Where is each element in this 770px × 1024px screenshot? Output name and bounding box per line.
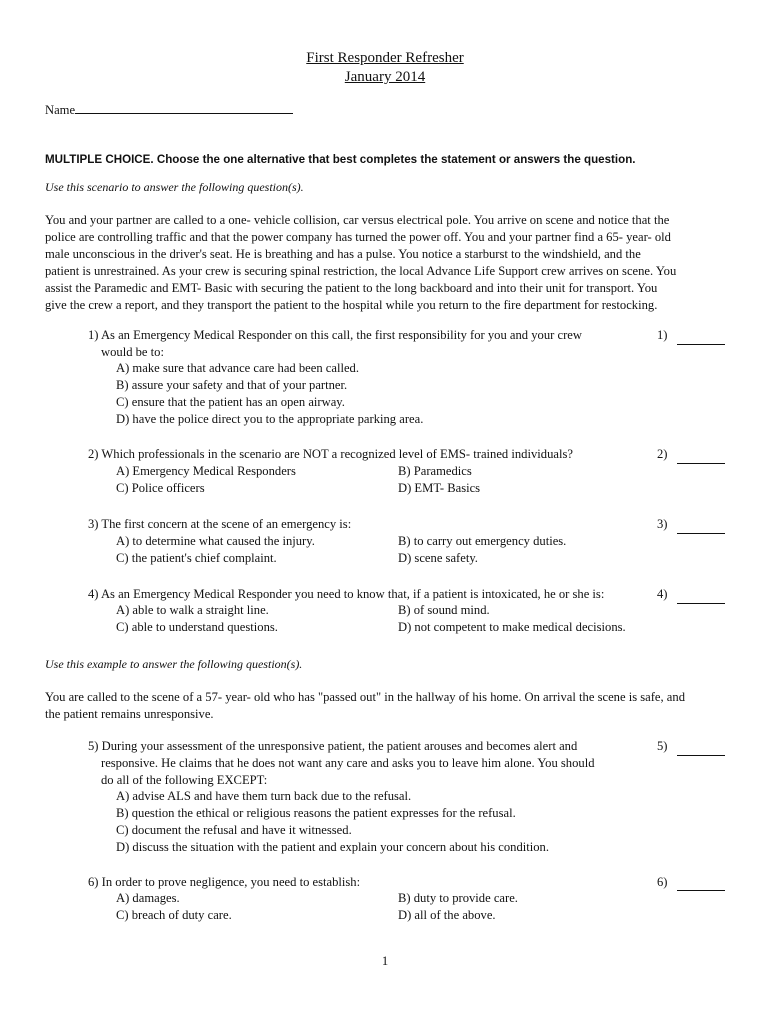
question-4-number: 4) bbox=[657, 587, 668, 601]
option-c: C) ensure that the patient has an open airway. bbox=[116, 395, 345, 409]
scenario-line: You and your partner are called to a one- vehicle collision, car versus electrical pole. You arrive on scene and notice that the bbox=[45, 213, 670, 227]
directions bbox=[45, 151, 636, 168]
scenario-line: You are called to the scene of a 57- year- old who has "passed out" in the hallway of his home. On arrival the scene is safe, and bbox=[45, 690, 685, 704]
option-c: C) breach of duty care. bbox=[116, 908, 232, 922]
option-c: C) the patient's chief complaint. bbox=[116, 551, 277, 565]
question-6-answer-blank[interactable] bbox=[677, 889, 725, 891]
scenario-line: the patient remains unresponsive. bbox=[45, 707, 214, 721]
option-d: D) scene safety. bbox=[398, 551, 478, 565]
option-b: B) to carry out emergency duties. bbox=[398, 534, 567, 548]
question-3-answer-blank[interactable] bbox=[677, 532, 725, 534]
question-4-answer-blank[interactable] bbox=[677, 602, 725, 604]
question-5-stem: 5) During your assessment of the unresponsive patient, the patient arouses and becomes alert and responsive. He claims that he does not want any care and asks you to leave him alone. You should do all of the following EXCEPT: bbox=[88, 739, 595, 787]
question-2-stem: 2) Which professionals in the scenario are NOT a recognized level of EMS- trained individuals? bbox=[88, 447, 573, 461]
option-d: D) not competent to make medical decisions. bbox=[398, 620, 626, 634]
question-6-stem: 6) In order to prove negligence, you need to establish: bbox=[88, 875, 361, 889]
question-1-number: 1) bbox=[657, 328, 668, 342]
option-b: B) of sound mind. bbox=[398, 603, 490, 617]
scenario-intro: Use this scenario to answer the following question(s). bbox=[45, 180, 304, 194]
option-a: A) advise ALS and have them turn back due to the refusal. bbox=[116, 789, 412, 803]
question-4-stem: 4) As an Emergency Medical Responder you need to know that, if a patient is intoxicated, he or she is: bbox=[88, 587, 605, 601]
question-5-answer-blank[interactable] bbox=[677, 754, 725, 756]
question-5-options bbox=[116, 788, 549, 856]
option-a: A) to determine what caused the injury. bbox=[116, 534, 315, 548]
question-1-stem: 1) As an Emergency Medical Responder on this call, the first responsibility for you and your crew would be to: bbox=[88, 328, 582, 359]
question-2-number: 2) bbox=[657, 447, 668, 461]
scenario-line: police are controlling traffic and that the power company has turned the power off. You and your partner find a 65- year- old bbox=[45, 230, 671, 244]
name-label: Name bbox=[45, 103, 76, 117]
scenario-line: give the crew a report, and they transport the patient to the hospital while you return to the fire department for restocking. bbox=[45, 298, 658, 312]
question-5-number: 5) bbox=[657, 739, 668, 753]
question-3-stem: 3) The first concern at the scene of an emergency is: bbox=[88, 517, 352, 531]
scenario-line: male unconscious in the driver's seat. He is breathing and has a pulse. You notice a starburst to the windshield, and the bbox=[45, 247, 641, 261]
scenario-line: patient is unrestrained. As your crew is securing spinal restriction, the local Advance Life Support crew arrives on scene. You bbox=[45, 264, 677, 278]
name-field bbox=[45, 101, 293, 119]
page-subtitle: January 2014 bbox=[344, 69, 426, 85]
option-c: C) able to understand questions. bbox=[116, 620, 278, 634]
question-6-number: 6) bbox=[657, 875, 668, 889]
option-a: A) able to walk a straight line. bbox=[116, 603, 269, 617]
option-b: B) duty to provide care. bbox=[398, 891, 518, 905]
scenario-paragraph bbox=[45, 212, 730, 314]
option-a: A) make sure that advance care had been called. bbox=[116, 361, 359, 375]
option-b: B) assure your safety and that of your partner. bbox=[116, 378, 348, 392]
question-3-number: 3) bbox=[657, 517, 668, 531]
question-2-answer-blank[interactable] bbox=[677, 462, 725, 464]
page-title: First Responder Refresher bbox=[306, 50, 464, 66]
option-a: A) damages. bbox=[116, 891, 180, 905]
option-c: C) Police officers bbox=[116, 481, 205, 495]
option-b: B) Paramedics bbox=[398, 464, 472, 478]
question-1-options bbox=[116, 360, 423, 428]
question-1-answer-blank[interactable] bbox=[677, 343, 725, 345]
option-d: D) have the police direct you to the appropriate parking area. bbox=[116, 412, 424, 426]
option-b: B) question the ethical or religious reasons the patient expresses for the refusal. bbox=[116, 806, 516, 820]
scenario-paragraph bbox=[45, 689, 730, 723]
name-blank-line bbox=[75, 101, 293, 114]
option-c: C) document the refusal and have it witnessed. bbox=[116, 823, 352, 837]
option-a: A) Emergency Medical Responders bbox=[116, 464, 296, 478]
page-number: 1 bbox=[381, 954, 389, 968]
scenario-intro: Use this example to answer the following question(s). bbox=[45, 657, 303, 671]
directions-text: MULTIPLE CHOICE. Choose the one alternative that best completes the statement or answers the question. bbox=[45, 153, 636, 166]
option-d: D) EMT- Basics bbox=[398, 481, 481, 495]
option-d: D) all of the above. bbox=[398, 908, 496, 922]
scenario-line: assist the Paramedic and EMT- Basic with securing the patient to the long backboard and into their unit for transport. You bbox=[45, 281, 658, 295]
option-d: D) discuss the situation with the patient and explain your concern about his condition. bbox=[116, 840, 549, 854]
